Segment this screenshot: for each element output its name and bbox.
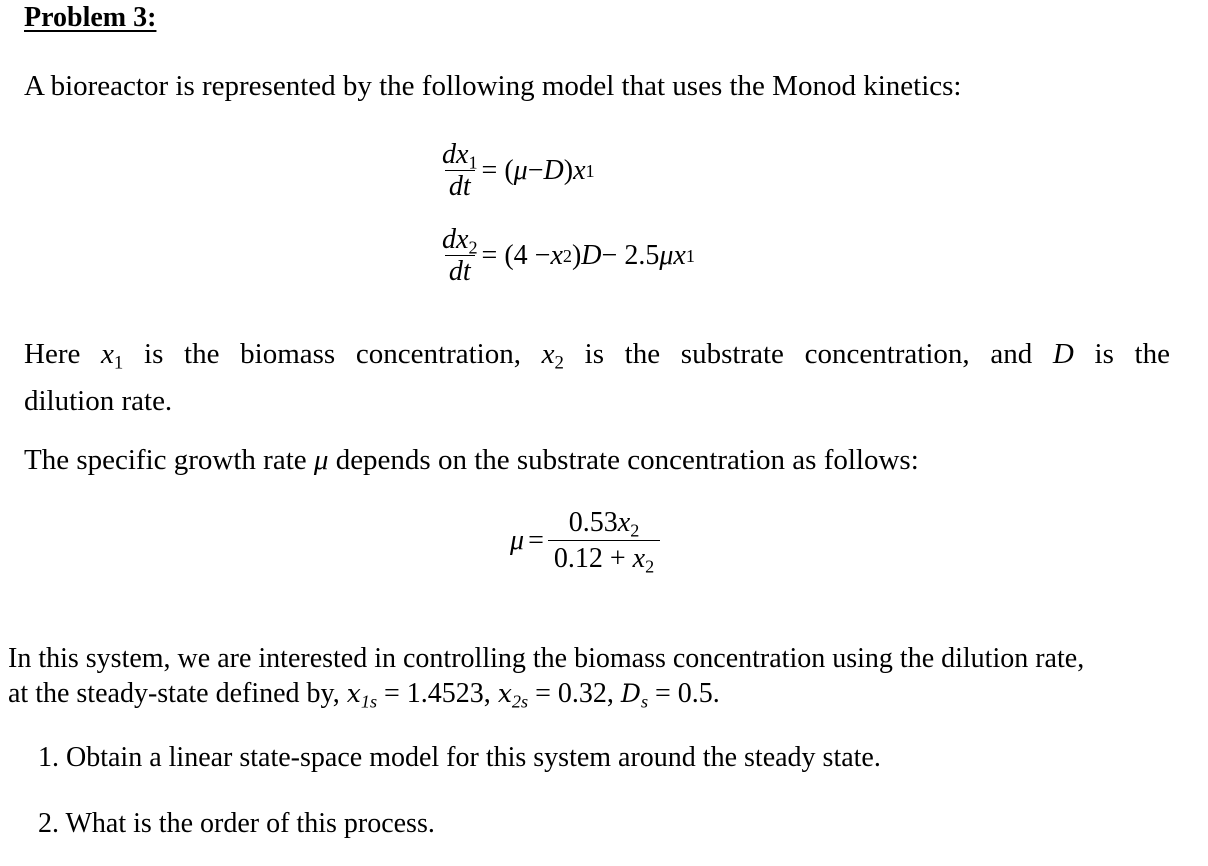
fraction-dx2-dt: $\frac{dx_2}{dt}$ xyxy=(442,224,478,288)
paragraph-variables: Here $x_1$ is the biomass concentration, $x_2$ is the substrate concentration, and D is the xyxy=(24,338,1170,374)
problem-title: Problem 3: xyxy=(24,2,157,33)
paragraph-growth-rate: The specific growth rate μ depends on the substrate concentration as follows: xyxy=(24,444,919,476)
paragraph-control-line2: at the steady-state defined by, $x_{1s} = 1.4523$, $x_{2s} = 0.32$, $D_s = 0.5$. xyxy=(8,678,720,712)
fraction-monod: $\frac{0.53x_2}{0.12 + x_2}$ xyxy=(548,508,660,574)
fraction-dx1-dt: $\frac{dx_1}{dt}$ xyxy=(442,139,478,203)
question-1: 1. Obtain a linear state-space model for this system around the steady state. xyxy=(38,742,881,773)
paragraph-control-line1: In this system, we are interested in controlling the biomass concentration using the dilution rate, xyxy=(8,643,1085,674)
intro-text: A bioreactor is represented by the following model that uses the Monod kinetics: xyxy=(24,70,962,102)
paragraph-variables-line2: dilution rate. xyxy=(24,385,173,417)
equation-dx2: $\frac{dx_2}{dt}$ = (4 − x 2 ) D − 2.5 μ x 1 xyxy=(438,225,695,287)
equation-dx1: $\frac{dx_1}{dt}$ = ( μ − D ) x 1 xyxy=(438,140,595,202)
equation-mu: μ = $\frac{0.53x_2}{0.12 + x_2}$ xyxy=(510,508,660,574)
question-2: 2. What is the order of this process. xyxy=(38,808,435,839)
